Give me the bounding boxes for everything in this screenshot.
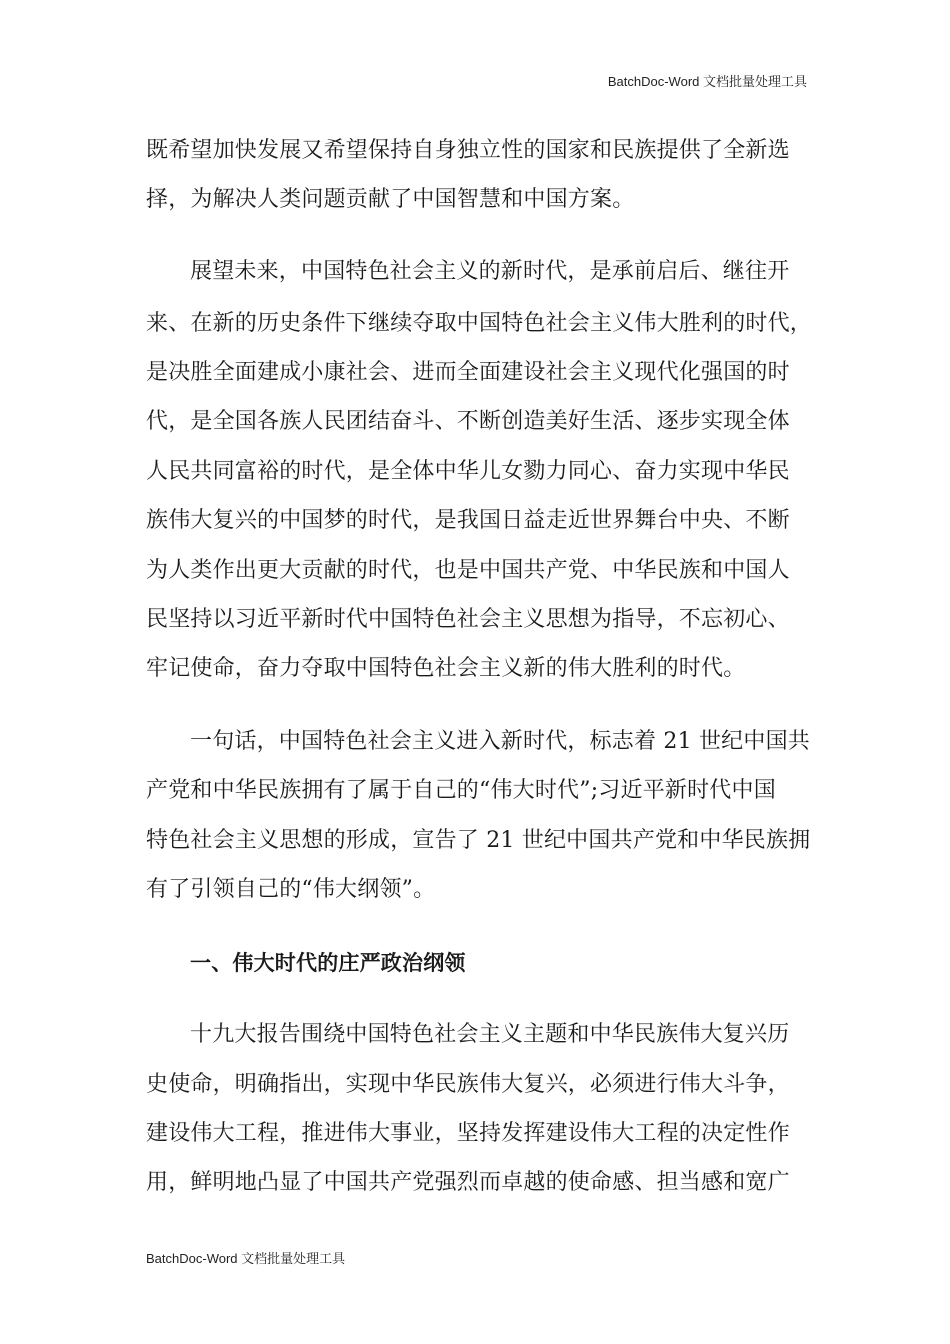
body-line-17: 史使命，明确指出，实现中华民族伟大复兴，必须进行伟大斗争， [146, 1072, 790, 1097]
body-line-5: 是决胜全面建成小康社会、进而全面建设社会主义现代化强国的时 [146, 360, 790, 385]
body-line-11: 牢记使命，奋力夺取中国特色社会主义新的伟大胜利的时代。 [146, 656, 746, 681]
body-line-18: 建设伟大工程，推进伟大事业，坚持发挥建设伟大工程的决定性作 [146, 1121, 790, 1146]
body-line-12: 一句话，中国特色社会主义进入新时代，标志着 21 世纪中国共 [190, 729, 810, 754]
body-line-1: 既希望加快发展又希望保持自身独立性的国家和民族提供了全新选 [146, 138, 790, 163]
body-line-3: 展望未来，中国特色社会主义的新时代，是承前启后、继往开 [190, 259, 790, 284]
body-line-10: 民坚持以习近平新时代中国特色社会主义思想为指导，不忘初心、 [146, 607, 790, 632]
body-line-8: 族伟大复兴的中国梦的时代，是我国日益走近世界舞台中央、不断 [146, 508, 790, 533]
body-line-7: 人民共同富裕的时代，是全体中华儿女勠力同心、奋力实现中华民 [146, 459, 790, 484]
body-line-14: 特色社会主义思想的形成，宣告了 21 世纪中国共产党和中华民族拥 [146, 828, 811, 853]
page-header: BatchDoc-Word 文档批量处理工具 [607, 74, 807, 89]
page-footer: BatchDoc-Word 文档批量处理工具 [146, 1251, 346, 1266]
section-heading: 一、伟大时代的庄严政治纲领 [190, 951, 466, 975]
body-line-19: 用，鲜明地凸显了中国共产党强烈而卓越的使命感、担当感和宽广 [146, 1170, 790, 1195]
body-line-6: 代，是全国各族人民团结奋斗、不断创造美好生活、逐步实现全体 [146, 409, 790, 434]
body-line-9: 为人类作出更大贡献的时代，也是中国共产党、中华民族和中国人 [146, 558, 790, 583]
body-line-2: 择，为解决人类问题贡献了中国智慧和中国方案。 [146, 187, 635, 212]
body-line-16: 十九大报告围绕中国特色社会主义主题和中华民族伟大复兴历 [190, 1022, 790, 1047]
body-line-4: 来、在新的历史条件下继续夺取中国特色社会主义伟大胜利的时代， [146, 311, 813, 336]
body-line-13: 产党和中华民族拥有了属于自己的“伟大时代”;习近平新时代中国 [146, 778, 776, 803]
body-line-15: 有了引领自己的“伟大纲领”。 [146, 877, 436, 902]
